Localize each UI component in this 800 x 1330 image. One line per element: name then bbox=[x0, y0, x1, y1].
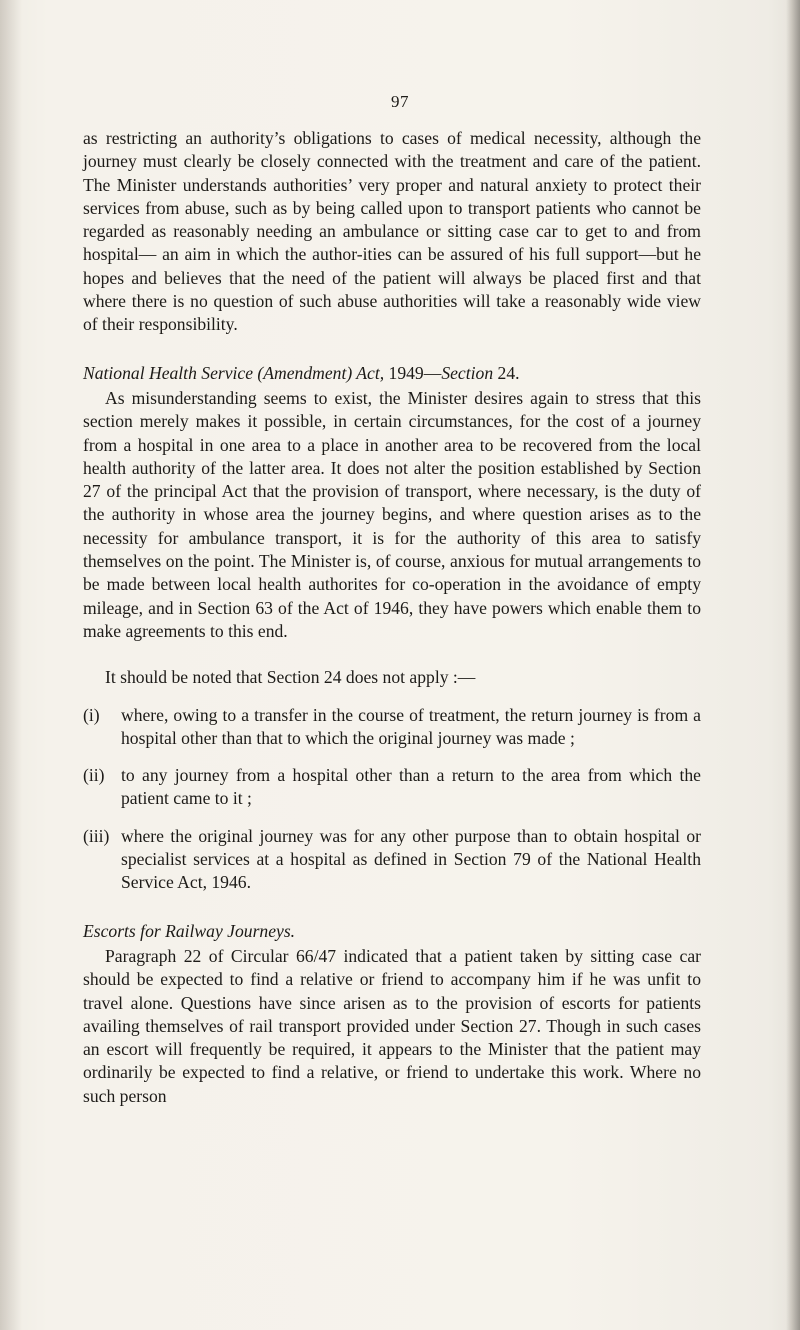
list-item bbox=[83, 825, 701, 895]
list-marker: (iii) bbox=[83, 825, 110, 846]
list-item bbox=[83, 764, 701, 811]
list-item bbox=[83, 704, 701, 751]
section-24-heading-year: 1949— bbox=[384, 362, 442, 383]
page-number: 97 bbox=[391, 92, 409, 111]
section-24-paragraph: As misunderstanding seems to exist, the Minister desires again to stress that this section merely makes it possible, in certain circumstances, for the cost of a journey from a hospital in one area to a place in another area to be recovered from the local health authority of the latter area. It does not alter the position established by Section 27 of the principal Act that the provision of transport, where necessary, is the duty of the authority in whose area the journey begins, and where question arises as to the necessity for ambulance transport, it is for the authority of this area to satisfy themselves on the point. The Minister is, of course, anxious for mutual arrangements to be made between local health authorites for co-operation in the avoidance of empty mileage, and in Section 63 of the Act of 1946, they have powers which enable them to make agreements to this end. bbox=[83, 387, 701, 641]
section-24-heading-title: National Health Service (Amendment) Act, bbox=[83, 362, 385, 383]
list-item-text: where, owing to a transfer in the course of treatment, the return journey is from a hospital other than that to which the original journey was made ; bbox=[121, 704, 701, 748]
escorts-heading: Escorts for Railway Journeys. bbox=[83, 920, 296, 941]
list-marker: (ii) bbox=[83, 765, 105, 786]
section-24-heading-section: Section bbox=[441, 362, 494, 383]
opening-paragraph: as restricting an authority’s obligations to cases of medical necessity, although the journey must clearly be closely connected with the treatment and care of the patient. The Minister understands authorities’ very proper and natural anxiety to protect their services from abuse, such as by being called upon to transport patients who cannot be regarded as reasonably needing an ambulance or sitting case car to get to and from hospital— an aim in which the author-ities can be assured of his full support—but he hopes and believes that the need of the patient will always be placed first and that where there is no question of such abuse authorities will take a reasonably wide view of their responsibility. bbox=[83, 128, 701, 335]
escorts-paragraph: Paragraph 22 of Circular 66/47 indicated that a patient taken by sitting case car should be expected to find a relative or friend to accompany him if he was unfit to travel alone. Questions have since arisen as to the provision of escorts for patients availing themselves of rail transport provided under Section 27. Though in such cases an escort will frequently be required, it appears to the Minister that the patient may ordinarily be expected to find a relative, or friend to undertake this work. Where no such person bbox=[83, 945, 701, 1106]
page-body bbox=[83, 127, 701, 1108]
section-24-heading-number: 24. bbox=[493, 362, 520, 383]
section-24-note: It should be noted that Section 24 does not apply :— bbox=[105, 667, 476, 688]
list-marker: (i) bbox=[83, 704, 100, 725]
list-item-text: to any journey from a hospital other than a return to the area from which the patient came to it ; bbox=[121, 765, 701, 809]
section-24-heading bbox=[83, 362, 701, 385]
list-item-text: where the original journey was for any other purpose than to obtain hospital or specialist services at a hospital as defined in Section 79 of the National Health Service Act, 1946. bbox=[121, 825, 701, 893]
page-right-edge bbox=[786, 0, 800, 1330]
page-left-shadow bbox=[0, 0, 22, 1330]
